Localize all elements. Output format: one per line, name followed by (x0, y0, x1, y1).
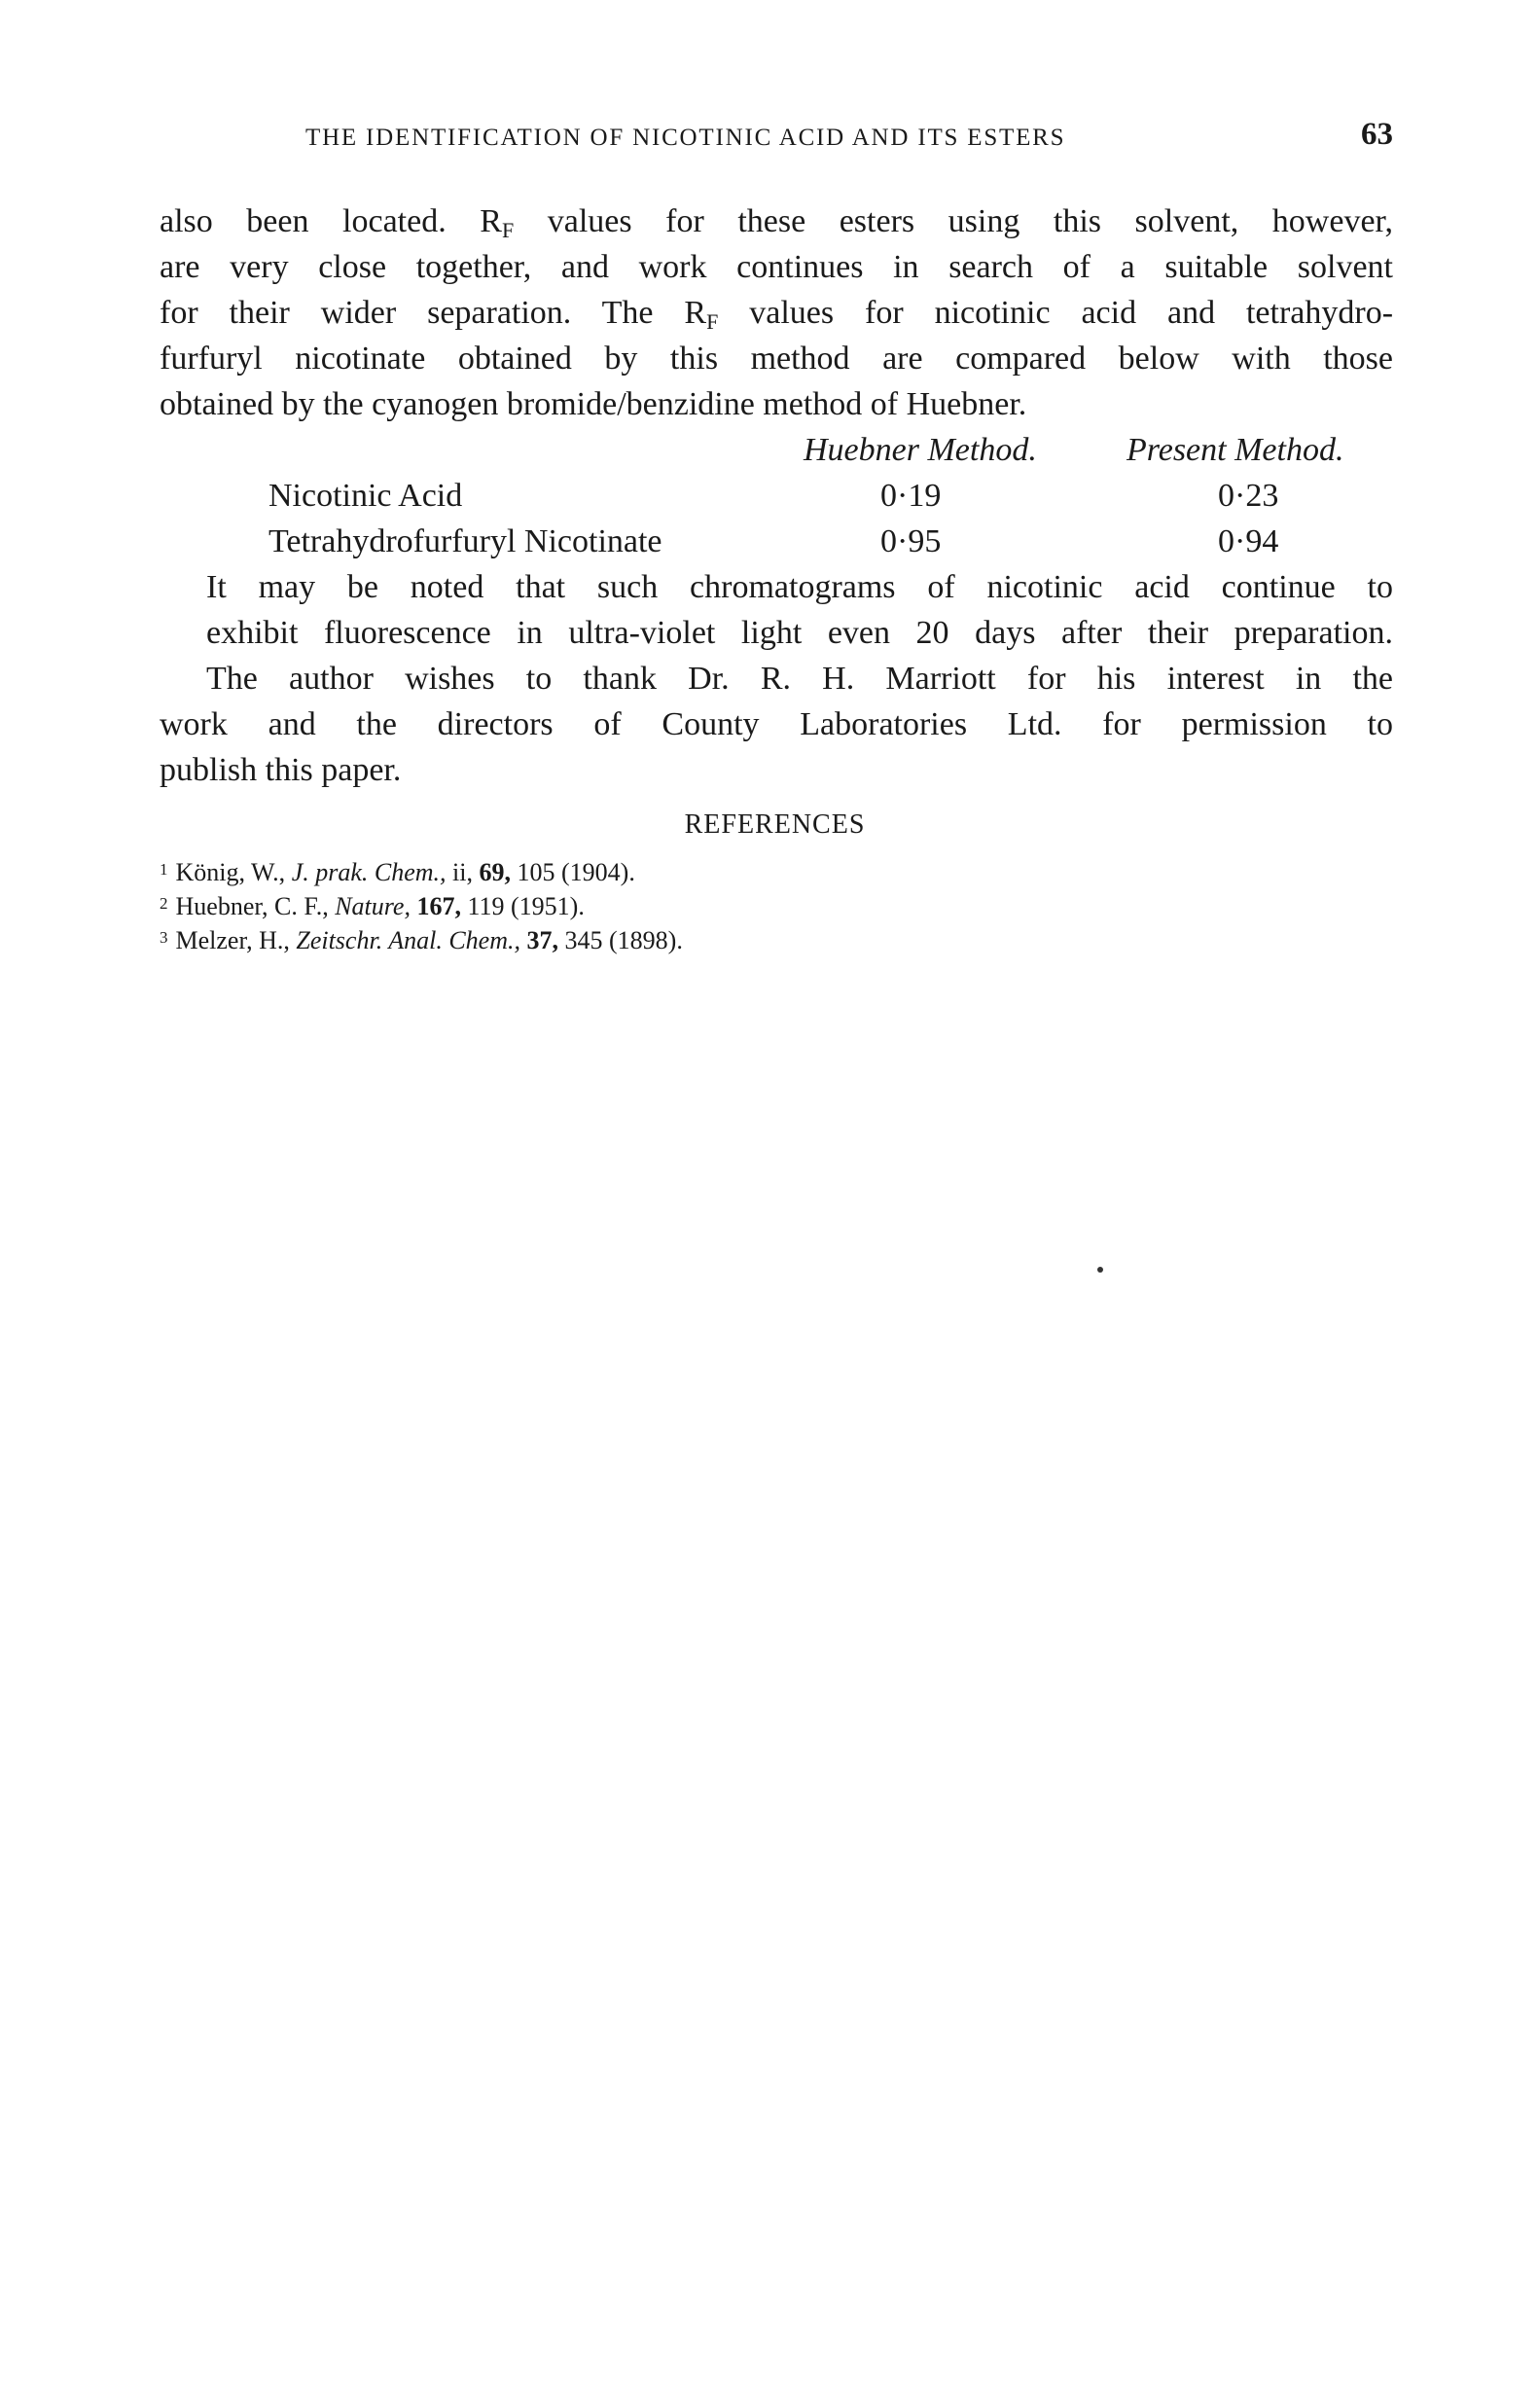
paragraph-1-line: are very close together, and work continues in search of a suitable solvent (160, 249, 1393, 285)
table-cell-present: 0·94 (1218, 523, 1279, 559)
reference-journal: Nature, (335, 892, 411, 920)
paragraph-1-line: obtained by the cyanogen bromide/benzidine method of Huebner. (160, 386, 1027, 422)
rf-letter: R (480, 203, 502, 239)
reference-number: 1 (160, 860, 168, 879)
reference-author: Melzer, H., (175, 926, 290, 954)
rf-subscript: F (501, 218, 515, 242)
paragraph-2-line: exhibit fluorescence in ultra-violet light even 20 days after their preparation. (206, 615, 1393, 651)
paragraph-3-line: The author wishes to thank Dr. R. H. Marriott for his interest in the (206, 661, 1393, 697)
paragraph-3 (160, 656, 1393, 793)
paragraph-1-line: furfuryl nicotinate obtained by this method are compared below with those (160, 341, 1393, 377)
reference-series: ii, (452, 858, 473, 886)
reference-volume: 167, (416, 892, 461, 920)
running-title: THE IDENTIFICATION OF NICOTINIC ACID AND ITS ESTERS (305, 125, 1066, 151)
column-header-huebner: Huebner Method. (804, 432, 1037, 468)
running-header (160, 115, 1393, 163)
column-header-present: Present Method. (1127, 432, 1344, 468)
paragraph-3-line: publish this paper. (160, 752, 402, 788)
paragraph-2 (160, 564, 1393, 656)
rf-subscript: F (706, 309, 719, 334)
reference-journal: Zeitschr. Anal. Chem., (296, 926, 520, 954)
table-row-label: Tetrahydrofurfuryl Nicotinate (268, 523, 662, 559)
table-row-label: Nicotinic Acid (268, 478, 463, 514)
references-heading: REFERENCES (684, 809, 866, 840)
reference-number: 2 (160, 894, 168, 913)
text-fragment: values for these esters using this solvent, however, (547, 203, 1394, 239)
table-cell-huebner: 0·95 (880, 523, 942, 559)
paragraph-1 (160, 198, 1393, 427)
paper-speck (1097, 1267, 1103, 1273)
text-fragment: values for nicotinic acid and tetrahydro- (749, 295, 1394, 331)
page-number: 63 (1361, 117, 1393, 152)
paragraph-1-line (160, 198, 1393, 244)
paragraph-3-line: work and the directors of County Laboratories Ltd. for permission to (160, 706, 1393, 742)
reference-author: Huebner, C. F., (175, 892, 329, 920)
reference-pages-year: 119 (1951). (467, 892, 585, 920)
table-cell-present: 0·23 (1218, 478, 1279, 514)
reference-volume: 69, (479, 858, 511, 886)
rf-letter: R (684, 295, 707, 331)
paragraph-1-line (160, 290, 1393, 336)
paragraph-2-line: It may be noted that such chromatograms of nicotinic acid continue to (206, 569, 1393, 605)
reference-item (160, 922, 1230, 956)
text-fragment: also been located. (160, 203, 447, 239)
rf-comparison-table (160, 427, 1393, 564)
rf-symbol (684, 295, 719, 334)
reference-author: König, W., (175, 858, 286, 886)
reference-journal: J. prak. Chem., (291, 858, 447, 886)
reference-number: 3 (160, 928, 168, 947)
reference-pages-year: 345 (1898). (564, 926, 683, 954)
references-list (160, 854, 1230, 956)
reference-volume: 37, (526, 926, 558, 954)
rf-symbol (480, 203, 515, 242)
reference-item (160, 888, 1230, 922)
table-cell-huebner: 0·19 (880, 478, 942, 514)
reference-pages-year: 105 (1904). (517, 858, 635, 886)
reference-item (160, 854, 1230, 888)
text-fragment: for their wider separation. The (160, 295, 654, 331)
article-body (160, 198, 1393, 793)
